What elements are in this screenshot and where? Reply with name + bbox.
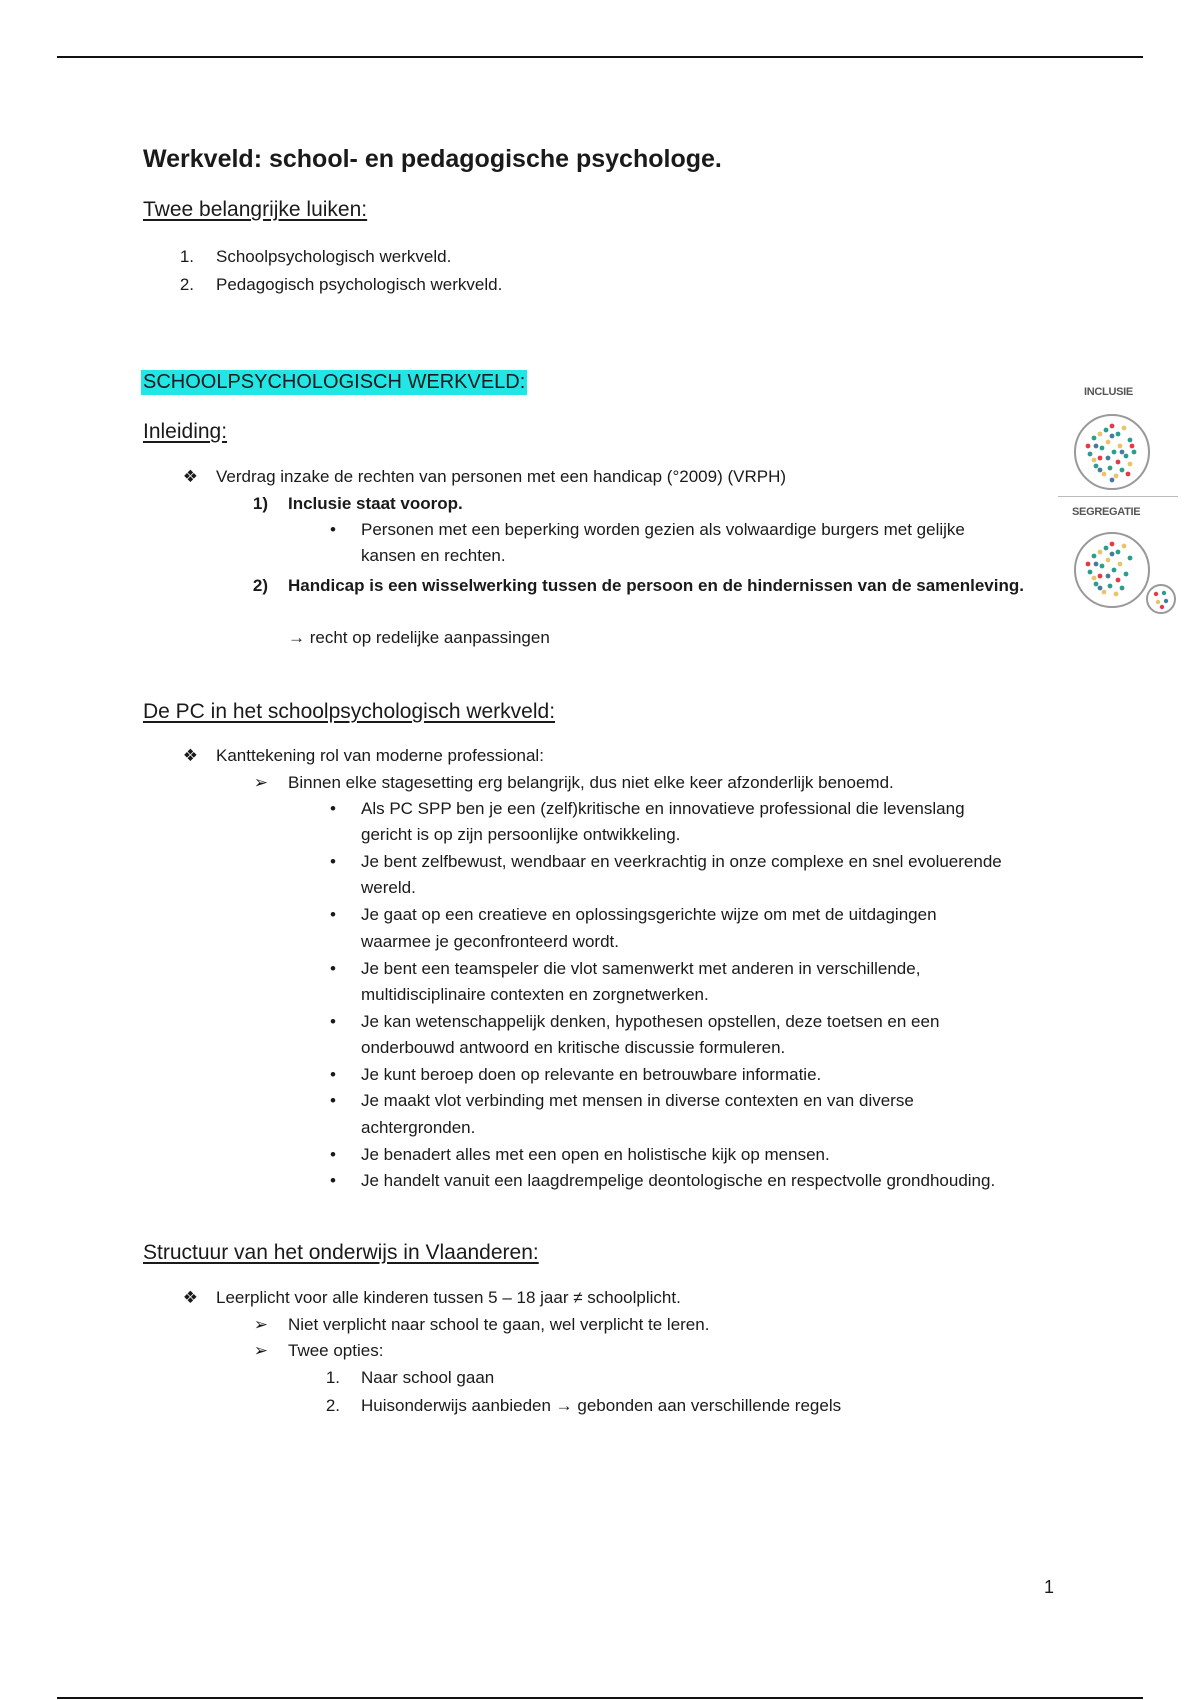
point-1-marker: 1) [252, 494, 268, 513]
bottom-rule [57, 1697, 1143, 1699]
pc-item-1-line-2: gericht is op zijn persoonlijke ontwikkeling. [361, 825, 681, 844]
point-2-marker: 2) [252, 576, 268, 595]
pc-bullet: Kanttekening rol van moderne professional: [216, 746, 544, 765]
inclusion-segregation-figure [1058, 378, 1178, 618]
figure-divider [1058, 496, 1178, 497]
pc-item-4-line-2: multidisciplinaire contexten en zorgnetwerken. [361, 985, 709, 1004]
bullet-dot-icon: • [330, 905, 336, 924]
point-2-text: Handicap is een wisselwerking tussen de persoon en de hindernissen van de samenleving. [288, 576, 1024, 595]
point-1-text: Inclusie staat voorop. [288, 494, 463, 513]
bullet-dot-icon: • [330, 1145, 336, 1164]
intro-item-1-marker: 1. [179, 247, 194, 266]
bullet-dot-icon: • [330, 1012, 336, 1031]
option-2: Huisonderwijs aanbieden → gebonden aan verschillende regels [361, 1396, 842, 1415]
intro-item-1: Schoolpsychologisch werkveld. [216, 247, 452, 266]
arrow-bullet-icon: ➢ [253, 1315, 268, 1334]
pc-heading: De PC in het schoolpsychologisch werkveld: [143, 700, 556, 723]
section-heading-highlight: SCHOOLPSYCHOLOGISCH WERKVELD: [143, 371, 526, 393]
pc-item-8: Je benadert alles met een open en holistische kijk op mensen. [361, 1145, 830, 1164]
option-1-marker: 1. [325, 1368, 340, 1387]
document-title: Werkveld: school- en pedagogische psychologe. [143, 145, 722, 173]
pc-item-2-line-1: Je bent zelfbewust, wendbaar en veerkrachtig in onze complexe en snel evoluerende [361, 852, 1002, 871]
point-1-sub-line-1: Personen met een beperking worden gezien als volwaardige burgers met gelijke [361, 520, 965, 539]
option-1: Naar school gaan [361, 1368, 495, 1387]
leerplicht-bullet: Leerplicht voor alle kinderen tussen 5 – 18 jaar ≠ schoolplicht. [216, 1288, 681, 1307]
pc-item-3-line-1: Je gaat op een creatieve en oplossingsgerichte wijze om met de uitdagingen [361, 905, 937, 924]
pc-item-3-line-2: waarmee je geconfronteerd wordt. [361, 932, 619, 951]
pc-item-5-line-1: Je kan wetenschappelijk denken, hypothesen opstellen, deze toetsen en een [361, 1012, 940, 1031]
diamond-bullet-icon: ❖ [182, 1288, 198, 1307]
pc-item-6: Je kunt beroep doen op relevante en betrouwbare informatie. [361, 1065, 822, 1084]
pc-item-7-line-1: Je maakt vlot verbinding met mensen in diverse contexten en van diverse [361, 1091, 914, 1110]
intro-heading: Twee belangrijke luiken: [143, 198, 368, 221]
figure-label-inclusie: INCLUSIE [1084, 386, 1133, 398]
bullet-dot-icon: • [330, 852, 336, 871]
diamond-bullet-icon: ❖ [182, 467, 198, 486]
page-number: 1 [1044, 1577, 1055, 1597]
bullet-dot-icon: • [330, 520, 336, 539]
pc-item-9: Je handelt vanuit een laagdrempelige deontologische en respectvolle grondhouding. [361, 1171, 996, 1190]
pc-item-2-line-2: wereld. [361, 878, 416, 897]
arrow-bullet-icon: ➢ [253, 1341, 268, 1360]
inleiding-heading: Inleiding: [143, 420, 228, 443]
structuur-heading: Structuur van het onderwijs in Vlaanderen: [143, 1241, 539, 1264]
bullet-dot-icon: • [330, 1171, 336, 1190]
bullet-dot-icon: • [330, 1091, 336, 1110]
bullet-dot-icon: • [330, 959, 336, 978]
arrow-bullet-icon: ➢ [253, 773, 268, 792]
point-1-sub-line-2: kansen en rechten. [361, 546, 506, 565]
option-2-marker: 2. [325, 1396, 340, 1415]
arrow-line: → recht op redelijke aanpassingen [288, 628, 550, 647]
vrph-bullet: Verdrag inzake de rechten van personen met een handicap (°2009) (VRPH) [216, 467, 787, 486]
figure-label-segregatie: SEGREGATIE [1072, 506, 1141, 518]
structuur-arrow-1: Niet verplicht naar school te gaan, wel verplicht te leren. [288, 1315, 710, 1334]
pc-item-5-line-2: onderbouwd antwoord en kritische discussie formuleren. [361, 1038, 786, 1057]
pc-item-1-line-1: Als PC SPP ben je een (zelf)kritische en innovatieve professional die levenslang [361, 799, 965, 818]
intro-item-2-marker: 2. [179, 275, 194, 294]
diamond-bullet-icon: ❖ [182, 746, 198, 765]
pc-arrow-text: Binnen elke stagesetting erg belangrijk, dus niet elke keer afzonderlijk benoemd. [288, 773, 894, 792]
top-rule [57, 56, 1143, 58]
pc-item-7-line-2: achtergronden. [361, 1118, 476, 1137]
inclusion-circle-icon [1072, 412, 1152, 492]
structuur-arrow-2: Twee opties: [288, 1341, 384, 1360]
pc-item-4-line-1: Je bent een teamspeler die vlot samenwerkt met anderen in verschillende, [361, 959, 921, 978]
bullet-dot-icon: • [330, 799, 336, 818]
bullet-dot-icon: • [330, 1065, 336, 1084]
intro-item-2: Pedagogisch psychologisch werkveld. [216, 275, 503, 294]
segregation-circle-icon [1072, 530, 1178, 618]
